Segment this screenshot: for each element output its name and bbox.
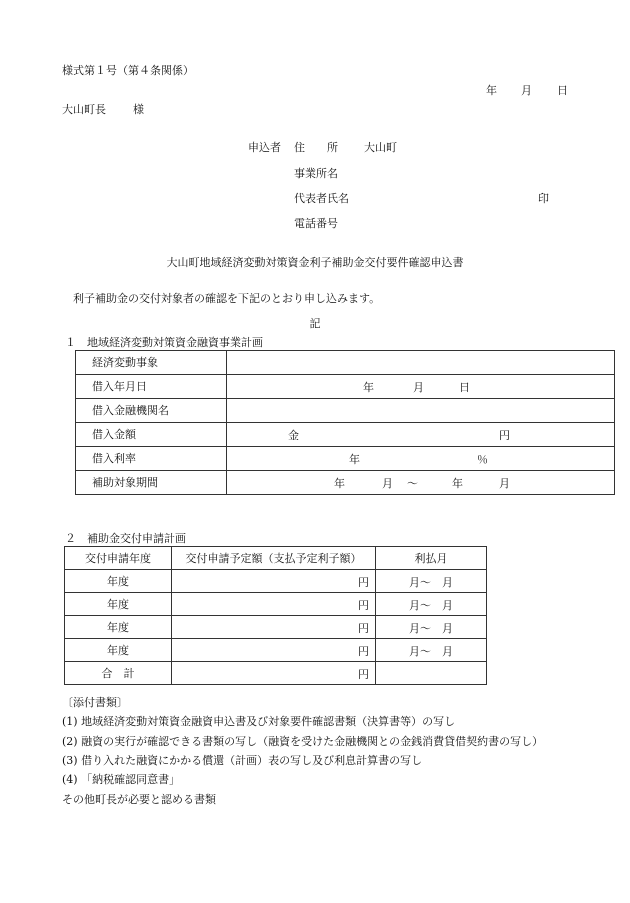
payment-month-cell[interactable]: 月～ 月 <box>376 639 487 662</box>
payment-month-cell[interactable]: 月～ 月 <box>376 593 487 616</box>
total-month-cell <box>376 662 487 685</box>
form-number: 様式第１号（第４条関係） <box>62 64 194 77</box>
section1-heading: １ 地域経済変動対策資金融資事業計画 <box>65 336 263 349</box>
period-start-month: 月 <box>382 477 393 490</box>
address-value: 大山町 <box>364 141 397 154</box>
row-label-event: 経済変動事象 <box>76 351 227 375</box>
date-day-label: 日 <box>557 84 568 97</box>
total-amount-cell[interactable]: 円 <box>172 662 376 685</box>
event-value-cell[interactable] <box>227 351 615 375</box>
loan-date-year: 年 <box>363 381 374 394</box>
table-row <box>65 570 487 593</box>
table-row <box>76 351 615 375</box>
period-start-year: 年 <box>334 477 345 490</box>
loan-plan-table <box>75 350 615 495</box>
table-header-row <box>65 547 487 570</box>
loan-date-month: 月 <box>413 381 424 394</box>
planned-amount-cell[interactable]: 円 <box>172 593 376 616</box>
table-row <box>76 471 615 495</box>
office-name-label: 事業所名 <box>294 167 338 180</box>
fiscal-year-cell[interactable]: 年度 <box>65 616 172 639</box>
date-year-label: 年 <box>486 84 497 97</box>
header-fiscal-year: 交付申請年度 <box>65 547 172 570</box>
lender-value-cell[interactable] <box>227 399 615 423</box>
row-label-lender: 借入金融機関名 <box>76 399 227 423</box>
applicant-label: 申込者 <box>248 141 281 154</box>
fiscal-year-cell[interactable]: 年度 <box>65 570 172 593</box>
table-row <box>65 616 487 639</box>
table-total-row <box>65 662 487 685</box>
total-label: 合 計 <box>65 662 172 685</box>
period-range-separator: ～ <box>407 477 418 490</box>
row-label-period: 補助対象期間 <box>76 471 227 495</box>
table-row <box>65 639 487 662</box>
attachment-item: (1) 地域経済変動対策資金融資申込書及び対象要件確認書類（決算書等）の写し <box>62 715 456 728</box>
subsidy-period-cell[interactable] <box>227 471 615 495</box>
planned-amount-cell[interactable]: 円 <box>172 616 376 639</box>
intro-text: 利子補助金の交付対象者の確認を下記のとおり申し込みます。 <box>73 292 381 305</box>
attachment-item: (2) 融資の実行が確認できる書類の写し（融資を受けた金融機関との金銭消費貸借契約書の写し） <box>62 735 544 748</box>
representative-name-label: 代表者氏名 <box>294 192 349 205</box>
loan-amount-unit: 円 <box>499 429 510 442</box>
fiscal-year-cell[interactable]: 年度 <box>65 639 172 662</box>
loan-amount-prefix: 金 <box>288 429 299 442</box>
period-end-month: 月 <box>499 477 510 490</box>
attachment-item: (4) 「納税確認同意書」 <box>62 773 181 786</box>
payment-month-cell[interactable]: 月～ 月 <box>376 616 487 639</box>
loan-date-cell[interactable] <box>227 375 615 399</box>
date-month-label: 月 <box>521 84 532 97</box>
grant-plan-table <box>64 546 487 685</box>
seal-mark: 印 <box>538 192 549 205</box>
loan-amount-cell[interactable] <box>227 423 615 447</box>
attachment-item: (3) 借り入れた融資にかかる償還（計画）表の写し及び利息計算書の写し <box>62 754 423 767</box>
table-row <box>76 375 615 399</box>
row-label-loan-date: 借入年月日 <box>76 375 227 399</box>
address-label: 住 所 <box>294 141 338 154</box>
table-row <box>65 593 487 616</box>
ki-mark: 記 <box>309 317 321 330</box>
fiscal-year-cell[interactable]: 年度 <box>65 593 172 616</box>
attachments-heading: 〔添付書類〕 <box>62 696 128 709</box>
table-row <box>76 423 615 447</box>
payment-month-cell[interactable]: 月～ 月 <box>376 570 487 593</box>
phone-label: 電話番号 <box>294 217 338 230</box>
row-label-rate: 借入利率 <box>76 447 227 471</box>
header-payment-month: 利払月 <box>376 547 487 570</box>
addressee: 大山町長 <box>62 103 106 116</box>
row-label-amount: 借入金額 <box>76 423 227 447</box>
addressee-honorific: 様 <box>133 103 144 116</box>
header-planned-amount: 交付申請予定額（支払予定利子額） <box>172 547 376 570</box>
interest-rate-unit: ％ <box>477 453 488 466</box>
interest-rate-prefix: 年 <box>349 453 360 466</box>
loan-date-day: 日 <box>459 381 470 394</box>
period-end-year: 年 <box>452 477 463 490</box>
document-title: 大山町地域経済変動対策資金利子補助金交付要件確認申込書 <box>166 256 464 269</box>
planned-amount-cell[interactable]: 円 <box>172 570 376 593</box>
section2-heading: ２ 補助金交付申請計画 <box>65 532 186 545</box>
table-row <box>76 399 615 423</box>
planned-amount-cell[interactable]: 円 <box>172 639 376 662</box>
attachment-item: その他町長が必要と認める書類 <box>62 793 216 806</box>
table-row <box>76 447 615 471</box>
interest-rate-cell[interactable] <box>227 447 615 471</box>
